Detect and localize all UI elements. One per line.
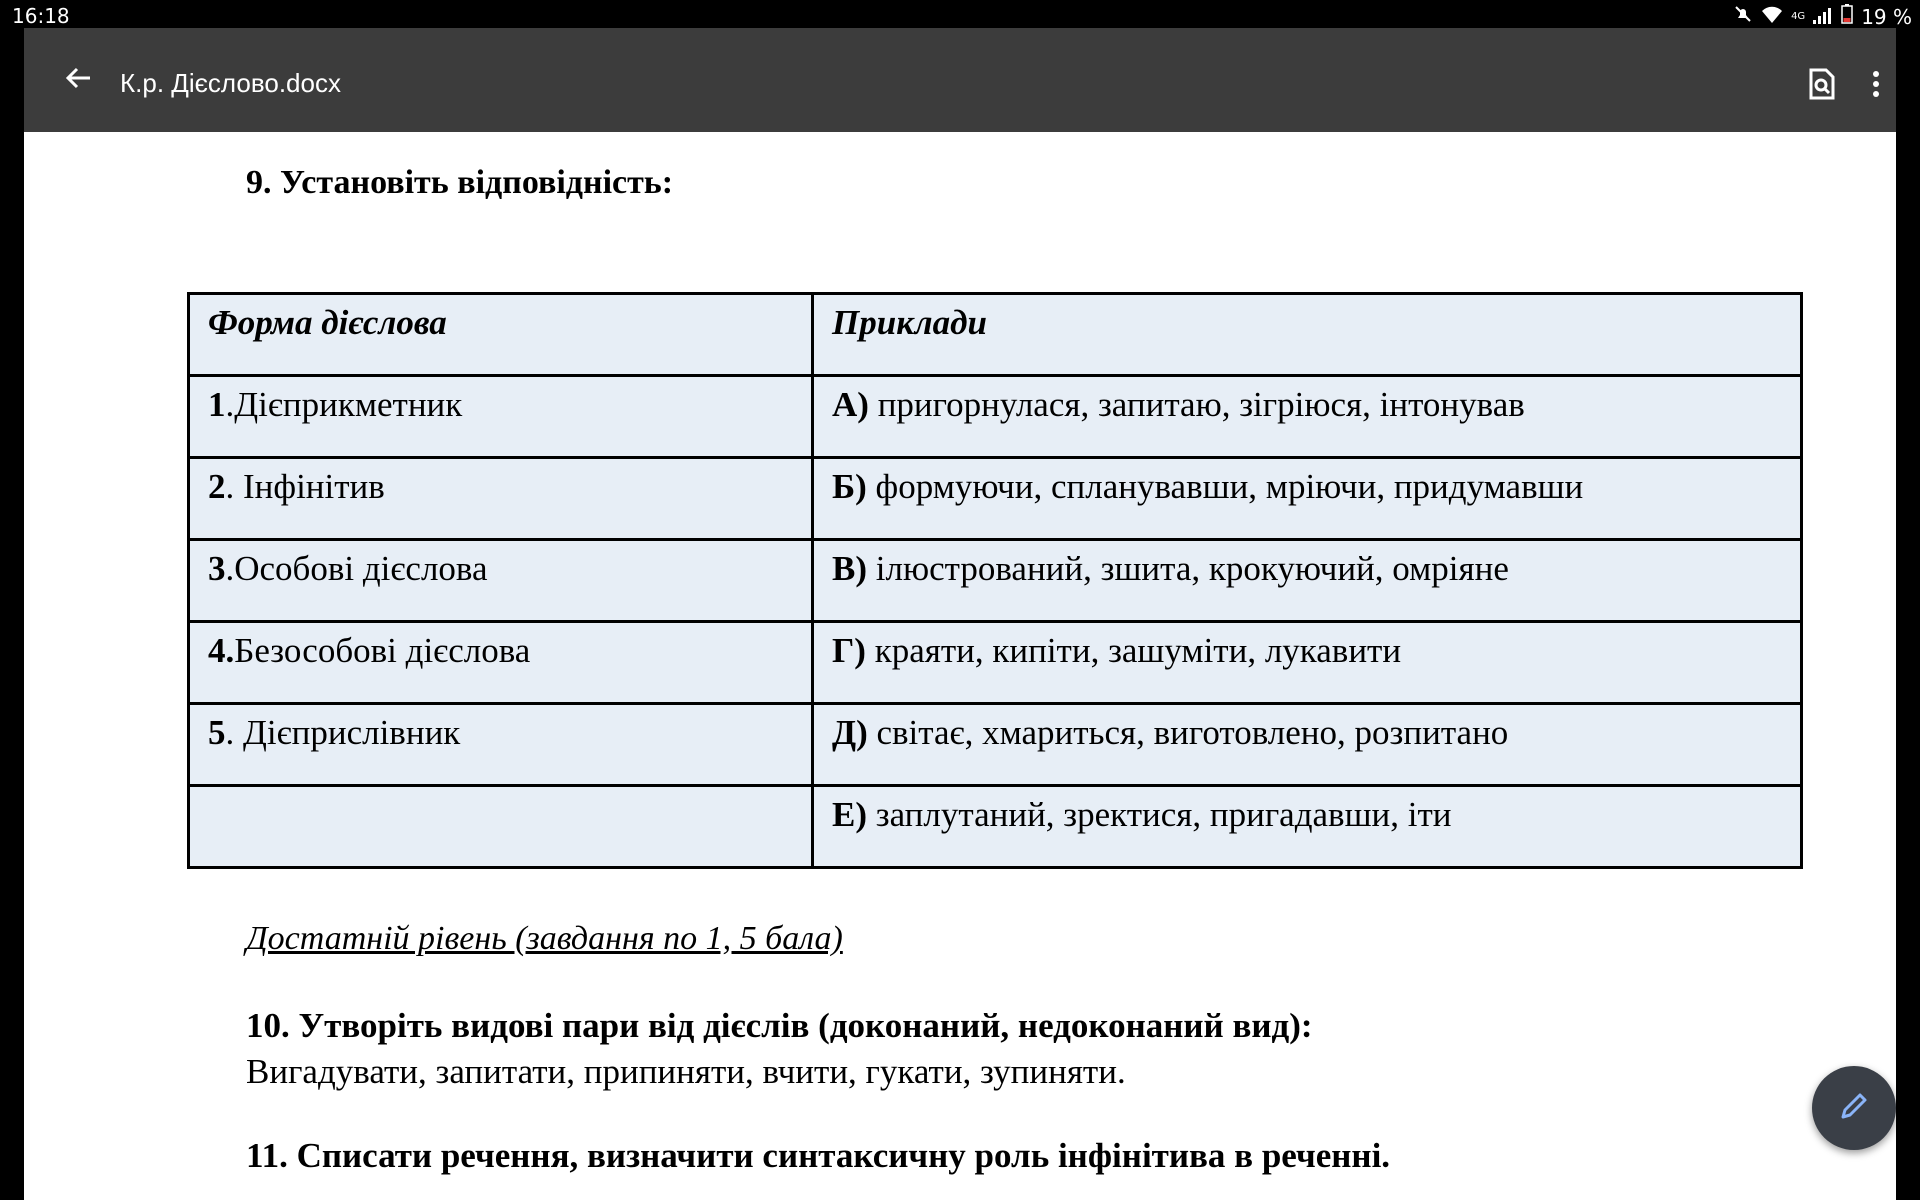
task9-heading: 9. Установіть відповідність:	[246, 164, 674, 201]
table-row	[189, 786, 1802, 868]
row-number: 2	[208, 467, 226, 506]
table-row	[189, 622, 1802, 704]
back-button[interactable]	[38, 56, 118, 104]
examples-text: пригорнулася, запитаю, зігріюся, інтонував	[868, 385, 1525, 424]
row-number: 4.	[208, 631, 235, 670]
row-letter: Б)	[832, 467, 867, 506]
table-row	[189, 376, 1802, 458]
row-letter: Д)	[832, 713, 868, 752]
table-row	[189, 458, 1802, 540]
right-edge	[1896, 28, 1920, 1200]
examples-text: світає, хмариться, виготовлено, розпитано	[867, 713, 1509, 752]
examples-cell	[813, 458, 1802, 540]
task11-heading: 11. Списати речення, визначити синтаксичну роль інфінітива в реченні.	[246, 1136, 1391, 1175]
form-cell	[189, 786, 813, 868]
form-name: .Дієприкметник	[225, 385, 463, 424]
level-heading: Достатній рівень (завдання по 1, 5 бала)	[246, 920, 843, 957]
signal-icon	[1813, 5, 1833, 29]
edit-fab-button[interactable]	[1812, 1066, 1896, 1150]
form-cell	[189, 376, 813, 458]
row-letter: А)	[832, 385, 869, 424]
examples-text: ілюстрований, зшита, крокуючий, омріяне	[867, 549, 1509, 588]
matching-table	[187, 292, 1803, 869]
app-bar	[24, 28, 1896, 132]
task10-heading: 10. Утворіть видові пари від дієслів (доконаний, недоконаний вид):	[246, 1006, 1313, 1045]
battery-icon	[1841, 4, 1853, 29]
examples-cell	[813, 376, 1802, 458]
examples-text: краяти, кипіти, зашуміти, лукавити	[865, 631, 1402, 670]
examples-text: заплутаний, зректися, пригадавши, іти	[867, 795, 1452, 834]
examples-cell	[813, 704, 1802, 786]
back-arrow-icon	[64, 64, 92, 97]
form-name: Безособові дієслова	[234, 631, 531, 670]
form-name: . Інфінітив	[225, 467, 385, 506]
more-vert-icon	[1872, 70, 1880, 103]
form-name: .Особові дієслова	[225, 549, 488, 588]
status-icons	[1733, 4, 1912, 29]
row-number: 3	[208, 549, 226, 588]
examples-cell	[813, 540, 1802, 622]
examples-cell	[813, 622, 1802, 704]
examples-text: формуючи, спланувавши, мріючи, придумавши	[866, 467, 1584, 506]
more-options-button[interactable]	[1864, 62, 1888, 110]
table-header-row	[189, 294, 1802, 376]
table-row	[189, 540, 1802, 622]
form-cell	[189, 540, 813, 622]
row-letter: Г)	[832, 631, 866, 670]
examples-cell	[813, 786, 1802, 868]
wifi-icon	[1761, 5, 1783, 29]
task10-words: Вигадувати, запитати, припиняти, вчити, гукати, зупиняти.	[246, 1052, 1126, 1091]
edit-pencil-icon	[1837, 1089, 1871, 1128]
row-number: 5	[208, 713, 226, 752]
form-name: . Дієприслівник	[225, 713, 461, 752]
document-title: К.р. Дієслово.docx	[120, 68, 341, 98]
row-letter: Е)	[832, 795, 867, 834]
status-bar	[0, 0, 1920, 28]
row-letter: В)	[832, 549, 867, 588]
find-in-page-button[interactable]	[1794, 62, 1850, 110]
status-time: 16:18	[12, 4, 70, 28]
mute-icon	[1733, 4, 1753, 29]
network-type: 4G	[1791, 11, 1806, 22]
row-number: 1	[208, 385, 226, 424]
form-cell	[189, 704, 813, 786]
table-row	[189, 704, 1802, 786]
header-examples: Приклади	[813, 294, 1802, 376]
form-cell	[189, 458, 813, 540]
battery-percent: 19 %	[1861, 4, 1912, 29]
document-page[interactable]	[24, 132, 1896, 1200]
header-form: Форма дієслова	[189, 294, 813, 376]
find-in-page-icon	[1808, 68, 1836, 105]
form-cell	[189, 622, 813, 704]
